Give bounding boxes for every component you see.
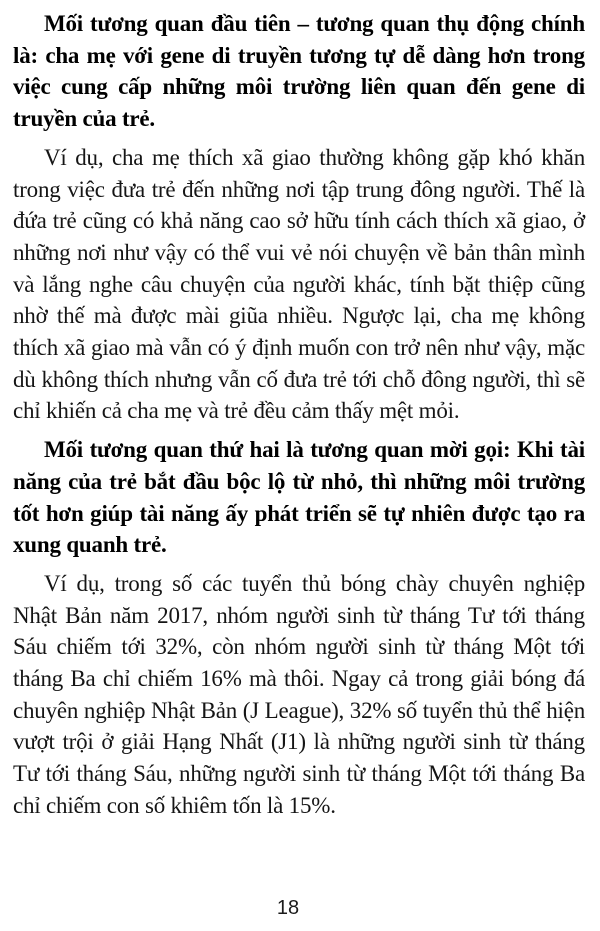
page-number: 18 bbox=[276, 897, 300, 919]
paragraph-example-sports: Ví dụ, trong số các tuyển thủ bóng chày chuyên nghiệp Nhật Bản năm 2017, nhóm người sinh từ tháng Tư tới tháng Sáu chiếm tới 32%, còn nhóm người sinh từ tháng Một tới tháng Ba chỉ chiếm 16% mà thôi. Ngay cả trong giải bóng đá chuyên nghiệp Nhật Bản (J League), 32% số tuyển thủ thể hiện vượt trội ở giải Hạng Nhất (J1) là những người sinh từ tháng Tư tới tháng Sáu, những người sinh từ tháng Một tới tháng Ba chỉ chiếm con số khiêm tốn là 15%. bbox=[13, 570, 585, 818]
paragraph-correlation-first: Mối tương quan đầu tiên – tương quan thụ động chính là: cha mẹ với gene di truyền tương tự dễ dàng hơn trong việc cung cấp những môi trường liên quan đến gene di truyền của trẻ. bbox=[13, 11, 585, 132]
paragraph-correlation-second: Mối tương quan thứ hai là tương quan mời gọi: Khi tài năng của trẻ bắt đầu bộc lộ từ nhỏ, thì những môi trường tốt hơn giúp tài năng ấy phát triển sẽ tự nhiên được tạo ra xung quanh trẻ. bbox=[13, 437, 585, 558]
body-text bbox=[13, 8, 585, 829]
paragraph-example-social: Ví dụ, cha mẹ thích xã giao thường không gặp khó khăn trong việc đưa trẻ đến những nơi tập trung đông người. Thế là đứa trẻ cũng có khả năng cao sở hữu tính cách thích xã giao, ở những nơi như vậy có thể vui vẻ nói chuyện về bản thân mình và lắng nghe câu chuyện của người khác, tính bặt thiệp cũng nhờ thế mà được mài giũa nhiều. Ngược lại, cha mẹ không thích xã giao mà vẫn có ý định muốn con trở nên như vậy, mặc dù không thích nhưng vẫn cố đưa trẻ tới chỗ đông người, thì sẽ chỉ khiến cả cha mẹ và trẻ đều cảm thấy mệt mỏi. bbox=[13, 144, 585, 424]
